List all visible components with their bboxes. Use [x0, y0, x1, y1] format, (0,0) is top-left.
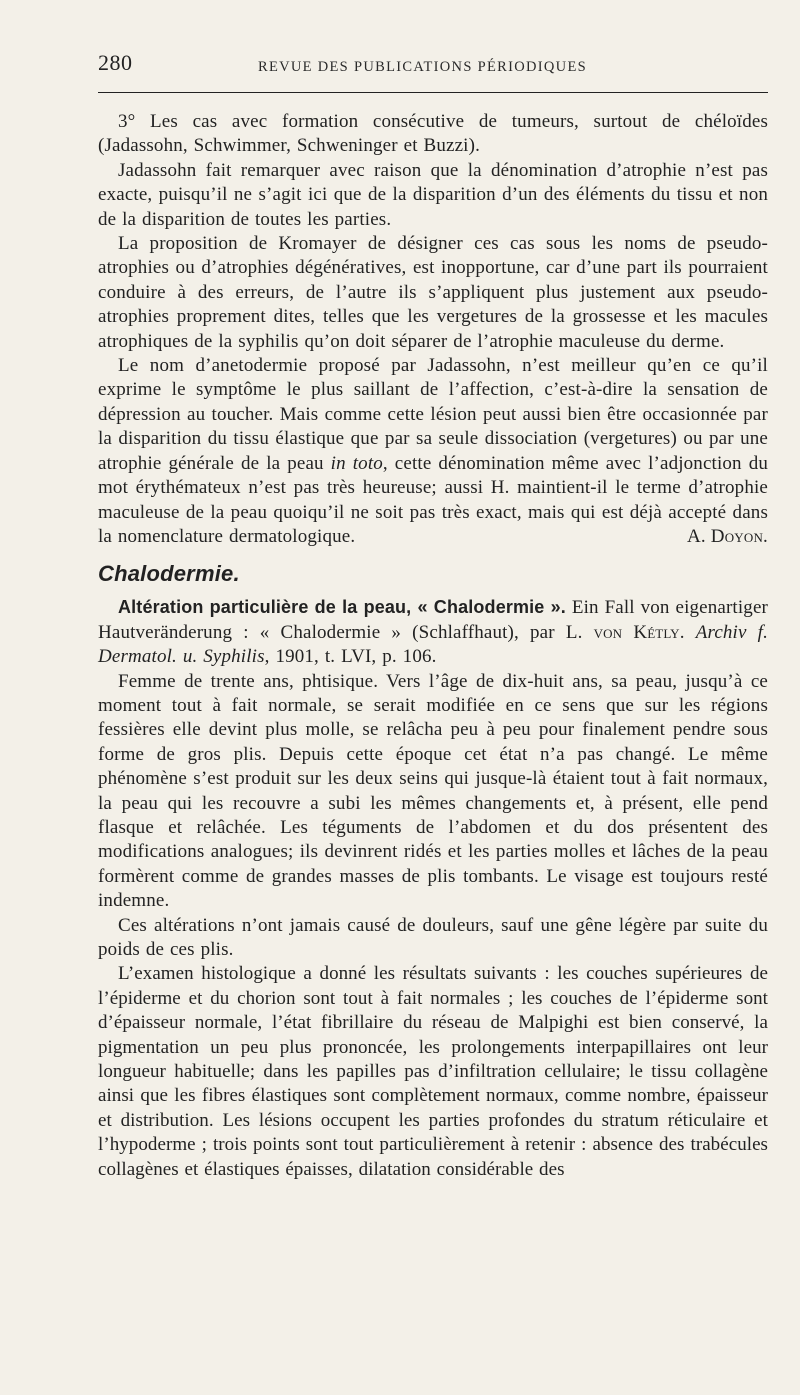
anetodermie-text-start: Le nom d’anetodermie proposé par Jadassohn, n’est meilleur qu’en ce qu’il exprime le symptôme le plus saillant de l’affection, c’est-à-dire la sensation de dépression au toucher. Mais comme cette lésion peut aussi bien être occasionnée par la disparition du tissu élastique que par sa seule dissociation (vergetures) ou par une atrophie générale de la peau [98, 355, 768, 474]
anetodermie-text-end: , cette dénomination même avec l’adjonction du mot érythémateux n’est pas très heureuse; aussi H. maintient-il le terme d’atrophie maculeuse de la peau quoiqu’il ne soit pas très exact, mais qui est déjà accepté dans la nomenclature dermatologique. [98, 452, 768, 547]
paragraph-kromayer: La proposition de Kromayer de désigner ces cas sous les noms de pseudo-atrophies ou d’atrophies dégénératives, est inopportune, car d’une part ils pourraient conduire à des erreurs, de l’autre ils s’appliquent plus justement aux pseudo-atrophies proprement dites, telles que les vergetures de la grossesse et les macules atrophiques de la syphilis qu’on doit séparer de l’atrophie maculeuse du derme. [98, 233, 768, 352]
article-author: L. von Kétly [565, 621, 680, 643]
running-title: REVUE DES PUBLICATIONS PÉRIODIQUES [258, 59, 587, 75]
paragraph-histology: L’examen histologique a donné les résultats suivants : les couches supérieures de l’épiderme et du chorion sont tout à fait normales ; les couches de l’épiderme sont d’épaisseur normale, l’état fibrillaire du réseau de Malpighi est bien conservé, la pigmentation un peu plus prononcée, les prolongements interpapillaires ont leur longueur habituelle; dans les papilles pas d’infiltration cellulaire; le tissu collagène ainsi que les fibres élastiques sont complètement normaux, comme nombre, épaisseur et distribution. Les lésions occupent les parties profondes du stratum réticulaire et l’hypoderme ; trois points sont tout particulièrement à retenir : absence des trabécules collagènes et élastiques épaisses, dilatation considérable des [98, 963, 768, 1180]
paragraph-case-description: Femme de trente ans, phtisique. Vers l’âge de dix-huit ans, sa peau, jusqu’à ce moment tout à fait normale, se serait modifiée en ce sens que sur les régions fessières elle devint plus molle, se relâcha peu à peu pour finalement pendre sous forme de gros plis. Depuis cette époque cet état n’a pas changé. Le même phénomène s’est produit sur les deux seins qui jusque-là étaient tout à fait normaux, la peau qui les recouvre a subi les mêmes changements et, à présent, elle pend flasque et relâchée. Les téguments de l’abdomen et du dos présentent des modifications analogues; ils devinrent ridés et les parties molles et lâches de la peau formèrent comme de grandes masses de plis tombants. Le visage est toujours resté indemne. [98, 670, 768, 912]
paragraph-jadassohn: Jadassohn fait remarquer avec raison que la dénomination d’atrophie n’est pas exacte, puisqu’il ne s’agit ici que de la disparition d’un des éléments du tissu et non de la disparition de toutes les parties. [98, 159, 768, 230]
anetodermie-latin-phrase: in toto [330, 452, 383, 474]
article-original-title: Ein Fall von eigenartiger Hautveränderung : « Chalodermie » (Schlaffhaut), par [98, 597, 769, 643]
author-separator: . [679, 621, 696, 643]
paragraph-anetodermie [98, 354, 768, 549]
section-title: Chalodermie. [98, 561, 240, 587]
paragraph-tumeurs: 3° Les cas avec formation consécutive de tumeurs, surtout de chéloïdes (Jadassohn, Schwimmer, Schweninger et Buzzi). [98, 111, 768, 157]
header-divider [98, 92, 768, 93]
page-header [98, 48, 768, 88]
paragraph-symptoms: Ces altérations n’ont jamais causé de douleurs, sauf une gêne légère par suite du poids de ces plis. [98, 914, 768, 961]
citation-details: , 1901, t. LVI, p. 106. [264, 646, 437, 668]
body-text [98, 110, 768, 1182]
journal-title: Archiv f. Dermatol. u. Syphilis [98, 621, 769, 668]
reviewer-name: A. Doyon. [686, 525, 768, 547]
page-number: 280 [98, 50, 133, 75]
article-title: Altération particulière de la peau, « Chalodermie ». [118, 597, 566, 618]
article-reference [98, 595, 768, 669]
